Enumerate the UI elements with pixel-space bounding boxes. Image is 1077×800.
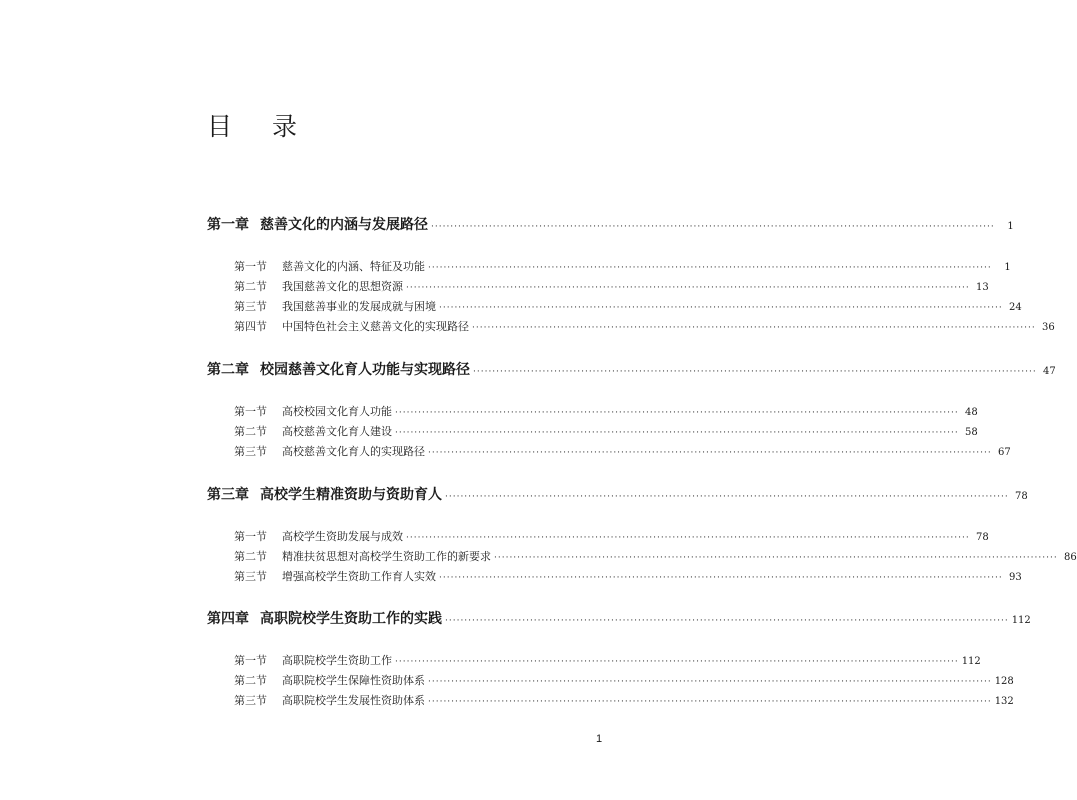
section-title: 高校学生资助发展与成效 xyxy=(282,530,403,543)
toc-section-4-3[interactable] xyxy=(234,692,1014,708)
chapter-label: 第三章 xyxy=(207,487,249,503)
chapter-title: 慈善文化的内涵与发展路径 xyxy=(260,217,428,233)
section-label: 第三节 xyxy=(234,570,267,583)
chapter-label: 第四章 xyxy=(207,611,249,627)
toc-section-1-3[interactable] xyxy=(234,298,1022,314)
section-label: 第二节 xyxy=(234,280,267,293)
toc-section-1-4[interactable] xyxy=(234,318,1055,334)
chapter-page: 1 xyxy=(1007,221,1014,232)
section-label: 第三节 xyxy=(234,694,267,707)
section-label: 第一节 xyxy=(234,530,267,543)
page-title: 目 录 xyxy=(207,112,313,141)
section-label: 第一节 xyxy=(234,405,267,418)
chapter-label: 第二章 xyxy=(207,362,249,378)
chapter-page: 47 xyxy=(1042,366,1056,377)
dot-leader xyxy=(428,448,992,458)
dot-leader xyxy=(406,283,970,293)
section-page: 132 xyxy=(994,696,1014,707)
section-title: 增强高校学生资助工作育人实效 xyxy=(282,570,436,583)
dot-leader xyxy=(445,492,1009,502)
section-page: 24 xyxy=(1008,302,1022,313)
toc-chapter-2[interactable] xyxy=(207,359,1056,379)
dot-leader xyxy=(431,222,995,232)
toc-chapter-3[interactable] xyxy=(207,484,1028,504)
toc-chapter-4[interactable] xyxy=(207,608,1031,628)
dot-leader xyxy=(406,533,970,543)
dot-leader xyxy=(494,553,1058,563)
section-page: 13 xyxy=(975,282,989,293)
section-label: 第二节 xyxy=(234,425,267,438)
dot-leader xyxy=(395,428,959,438)
section-label: 第二节 xyxy=(234,674,267,687)
dot-leader xyxy=(472,323,1036,333)
toc-section-3-1[interactable] xyxy=(234,528,989,544)
section-label: 第三节 xyxy=(234,445,267,458)
chapter-page: 112 xyxy=(1011,615,1031,626)
toc-section-2-1[interactable] xyxy=(234,403,978,419)
section-label: 第二节 xyxy=(234,550,267,563)
toc-section-1-1[interactable] xyxy=(234,258,1011,274)
dot-leader xyxy=(439,573,1003,583)
section-page: 67 xyxy=(997,447,1011,458)
section-title: 精准扶贫思想对高校学生资助工作的新要求 xyxy=(282,550,491,563)
section-page: 128 xyxy=(994,676,1014,687)
section-page: 86 xyxy=(1063,552,1077,563)
section-page: 48 xyxy=(964,407,978,418)
chapter-page: 78 xyxy=(1014,491,1028,502)
section-page: 58 xyxy=(964,427,978,438)
section-label: 第三节 xyxy=(234,300,267,313)
dot-leader xyxy=(428,677,992,687)
section-page: 93 xyxy=(1008,572,1022,583)
chapter-title: 校园慈善文化育人功能与实现路径 xyxy=(260,362,470,378)
chapter-label: 第一章 xyxy=(207,217,249,233)
section-title: 高职院校学生保障性资助体系 xyxy=(282,674,425,687)
toc-section-4-2[interactable] xyxy=(234,672,1014,688)
toc-chapter-1[interactable] xyxy=(207,214,1014,234)
dot-leader xyxy=(395,408,959,418)
dot-leader xyxy=(445,616,1009,626)
toc-section-4-1[interactable] xyxy=(234,652,981,668)
dot-leader xyxy=(439,303,1003,313)
toc-section-2-3[interactable] xyxy=(234,443,1011,459)
section-title: 高校慈善文化育人建设 xyxy=(282,425,392,438)
section-title: 高职院校学生发展性资助体系 xyxy=(282,694,425,707)
page-number: 1 xyxy=(596,733,603,745)
section-label: 第四节 xyxy=(234,320,267,333)
toc-section-3-3[interactable] xyxy=(234,568,1022,584)
dot-leader xyxy=(395,657,959,667)
section-title: 我国慈善文化的思想资源 xyxy=(282,280,403,293)
section-title: 慈善文化的内涵、特征及功能 xyxy=(282,260,425,273)
dot-leader xyxy=(428,263,992,273)
section-page: 1 xyxy=(1004,262,1011,273)
section-page: 78 xyxy=(975,532,989,543)
toc-section-2-2[interactable] xyxy=(234,423,978,439)
chapter-title: 高职院校学生资助工作的实践 xyxy=(260,611,442,627)
section-title: 高校慈善文化育人的实现路径 xyxy=(282,445,425,458)
section-title: 我国慈善事业的发展成就与困境 xyxy=(282,300,436,313)
toc-section-1-2[interactable] xyxy=(234,278,989,294)
section-title: 中国特色社会主义慈善文化的实现路径 xyxy=(282,320,469,333)
section-label: 第一节 xyxy=(234,654,267,667)
section-page: 112 xyxy=(961,656,981,667)
section-label: 第一节 xyxy=(234,260,267,273)
chapter-title: 高校学生精准资助与资助育人 xyxy=(260,487,442,503)
section-page: 36 xyxy=(1041,322,1055,333)
toc-section-3-2[interactable] xyxy=(234,548,1077,564)
section-title: 高职院校学生资助工作 xyxy=(282,654,392,667)
section-title: 高校校园文化育人功能 xyxy=(282,405,392,418)
dot-leader xyxy=(428,697,992,707)
dot-leader xyxy=(473,367,1037,377)
